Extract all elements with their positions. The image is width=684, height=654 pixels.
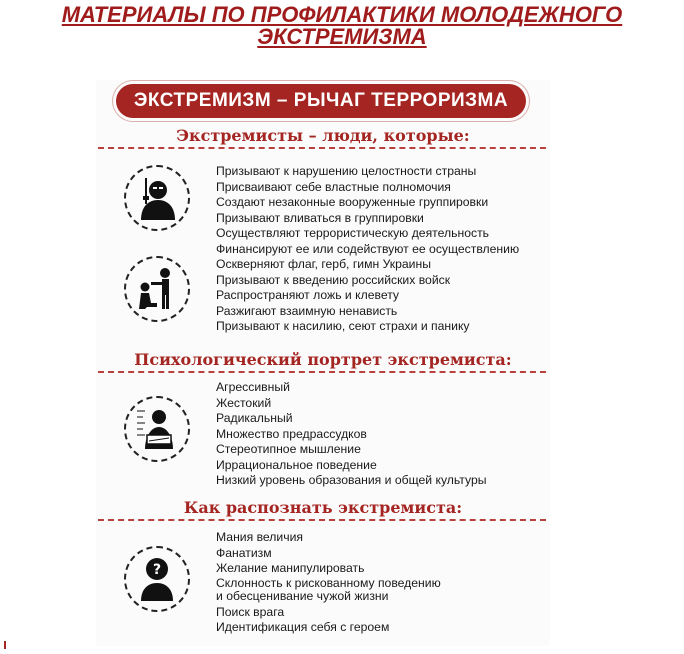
list-item: Низкий уровень образования и общей культуры (216, 473, 487, 487)
mugshot-person-icon (124, 396, 190, 462)
section-divider (98, 147, 546, 149)
edge-mark (4, 641, 6, 649)
list-recognize (216, 530, 441, 636)
armed-masked-person-icon (124, 165, 190, 231)
svg-text:?: ? (152, 562, 162, 578)
question-person-icon (124, 546, 190, 612)
list-item: Призывают к введению российских войск (216, 272, 451, 287)
list-item: Фанатизм (216, 545, 272, 560)
list-item: Желание манипулировать (216, 561, 365, 575)
list-item: Финансируют ее или содействуют ее осуществлению (216, 241, 520, 256)
list-item: Идентификация себя с героем (216, 620, 390, 634)
list-item: Агрессивный (216, 380, 290, 394)
section-title-recognize: Как распознать экстремиста: (183, 498, 463, 517)
kneeling-captive-icon (124, 256, 190, 322)
section-divider (98, 519, 546, 521)
list-item: Множество предрассудков (216, 426, 367, 441)
section-title-extremists: Экстремисты – люди, которые: (176, 126, 470, 145)
list-item: Оскверняют флаг, герб, гимн Украины (216, 257, 431, 271)
list-item: Присваивают себе властные полномочия (216, 179, 451, 194)
page-title (0, 4, 684, 48)
list-portrait (216, 380, 487, 489)
list-extremists (216, 164, 519, 335)
list-item: Стереотипное мышление (216, 442, 361, 456)
list-item: Создают незаконные вооруженные группировки (216, 195, 489, 209)
list-item: Иррациональное поведение (216, 457, 377, 472)
list-item: Мания величия (216, 530, 303, 544)
list-item: Призывают к нарушению целостности страны (216, 164, 477, 178)
list-item: Жестокий (216, 395, 272, 410)
list-item: Поиск врага (216, 604, 285, 619)
page-title-line-2: ЭКСТРЕМИЗМА (257, 24, 427, 49)
list-item: Склонность к рискованному поведению (216, 575, 441, 590)
list-item: Призывают вливаться в группировки (216, 210, 424, 225)
list-item: Разжигают взаимную ненависть (216, 303, 398, 318)
list-item: Осуществляют террористическую деятельность (216, 226, 489, 240)
section-title-portrait: Психологический портрет экстремиста: (134, 350, 512, 369)
list-item: Распространяют ложь и клевету (216, 288, 400, 302)
list-item: Призывают к насилию, сеют страхи и панику (216, 319, 470, 333)
section-divider (98, 371, 546, 373)
list-item: и обесценивание чужой жизни (216, 588, 389, 603)
list-item: Радикальный (216, 411, 293, 425)
poster (96, 80, 550, 646)
poster-banner: ЭКСТРЕМИЗМ – РЫЧАГ ТЕРРОРИЗМА (116, 84, 526, 118)
page-title-line-1: МАТЕРИАЛЫ ПО ПРОФИЛАКТИКИ МОЛОДЕЖНОГО (61, 2, 623, 27)
